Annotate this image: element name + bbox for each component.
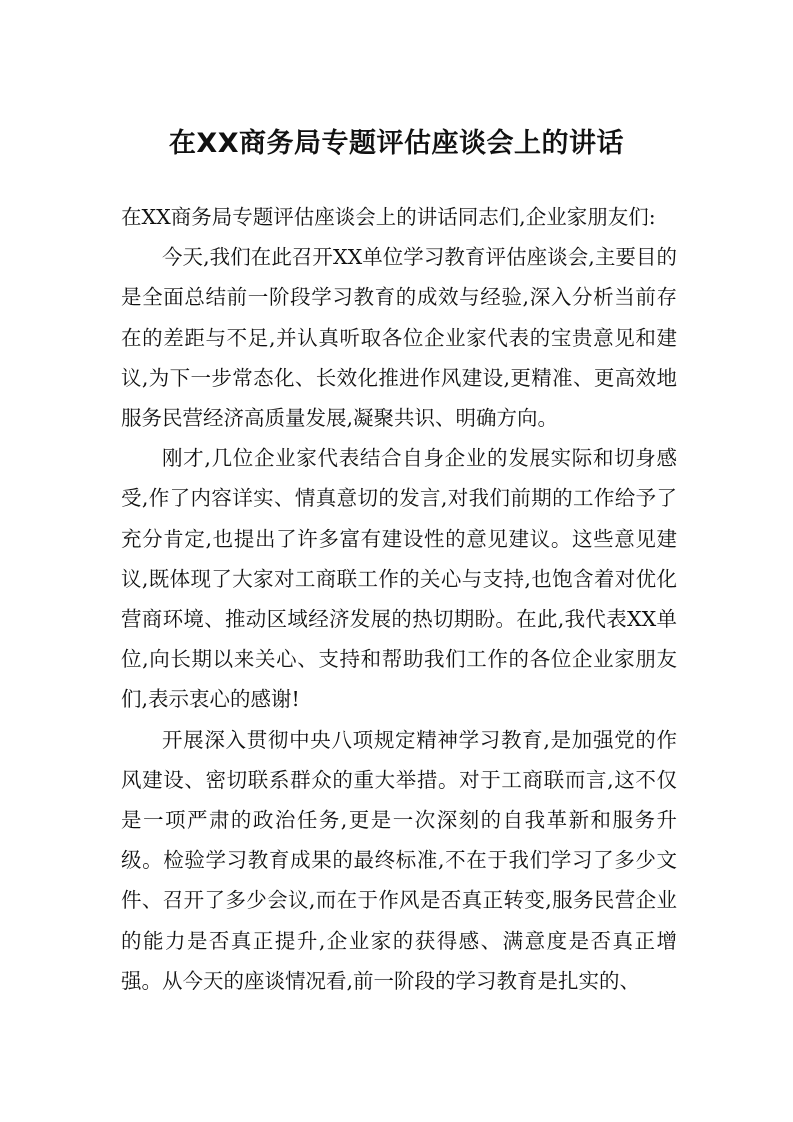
document-body [121, 197, 677, 1001]
body-paragraph-2: 刚才,几位企业家代表结合自身企业的发展实际和切身感受,作了内容详实、情真意切的发言,对我们前期的工作给予了充分肯定,也提出了许多富有建设性的意见建议。这些意见建议,既体现了大家对工商联工作的关心与支持,也饱含着对优化营商环境、推动区域经济发展的热切期盼。在此,我代表XX单位,向长期以来关心、支持和帮助我们工作的各位企业家朋友们,表示衷心的感谢! [121, 446, 677, 712]
document-title: 在XX商务局专题评估座谈会上的讲话 [168, 128, 625, 159]
body-paragraph-1: 今天,我们在此召开XX单位学习教育评估座谈会,主要目的是全面总结前一阶段学习教育的成效与经验,深入分析当前存在的差距与不足,并认真听取各位企业家代表的宝贵意见和建议,为下一步常态化、长效化推进作风建设,更精准、更高效地服务民营经济高质量发展,凝聚共识、明确方向。 [121, 245, 677, 431]
opening-line: 在XX商务局专题评估座谈会上的讲话同志们,企业家朋友们: [121, 205, 656, 229]
body-paragraph-3: 开展深入贯彻中央八项规定精神学习教育,是加强党的作风建设、密切联系群众的重大举措。对于工商联而言,这不仅是一项严肃的政治任务,更是一次深刻的自我革新和服务升级。检验学习教育成果的最终标准,不在于我们学习了多少文件、召开了多少会议,而在于作风是否真正转变,服务民营企业的能力是否真正提升,企业家的获得感、满意度是否真正增强。从今天的座谈情况看,前一阶段的学习教育是扎实的、 [121, 727, 677, 993]
